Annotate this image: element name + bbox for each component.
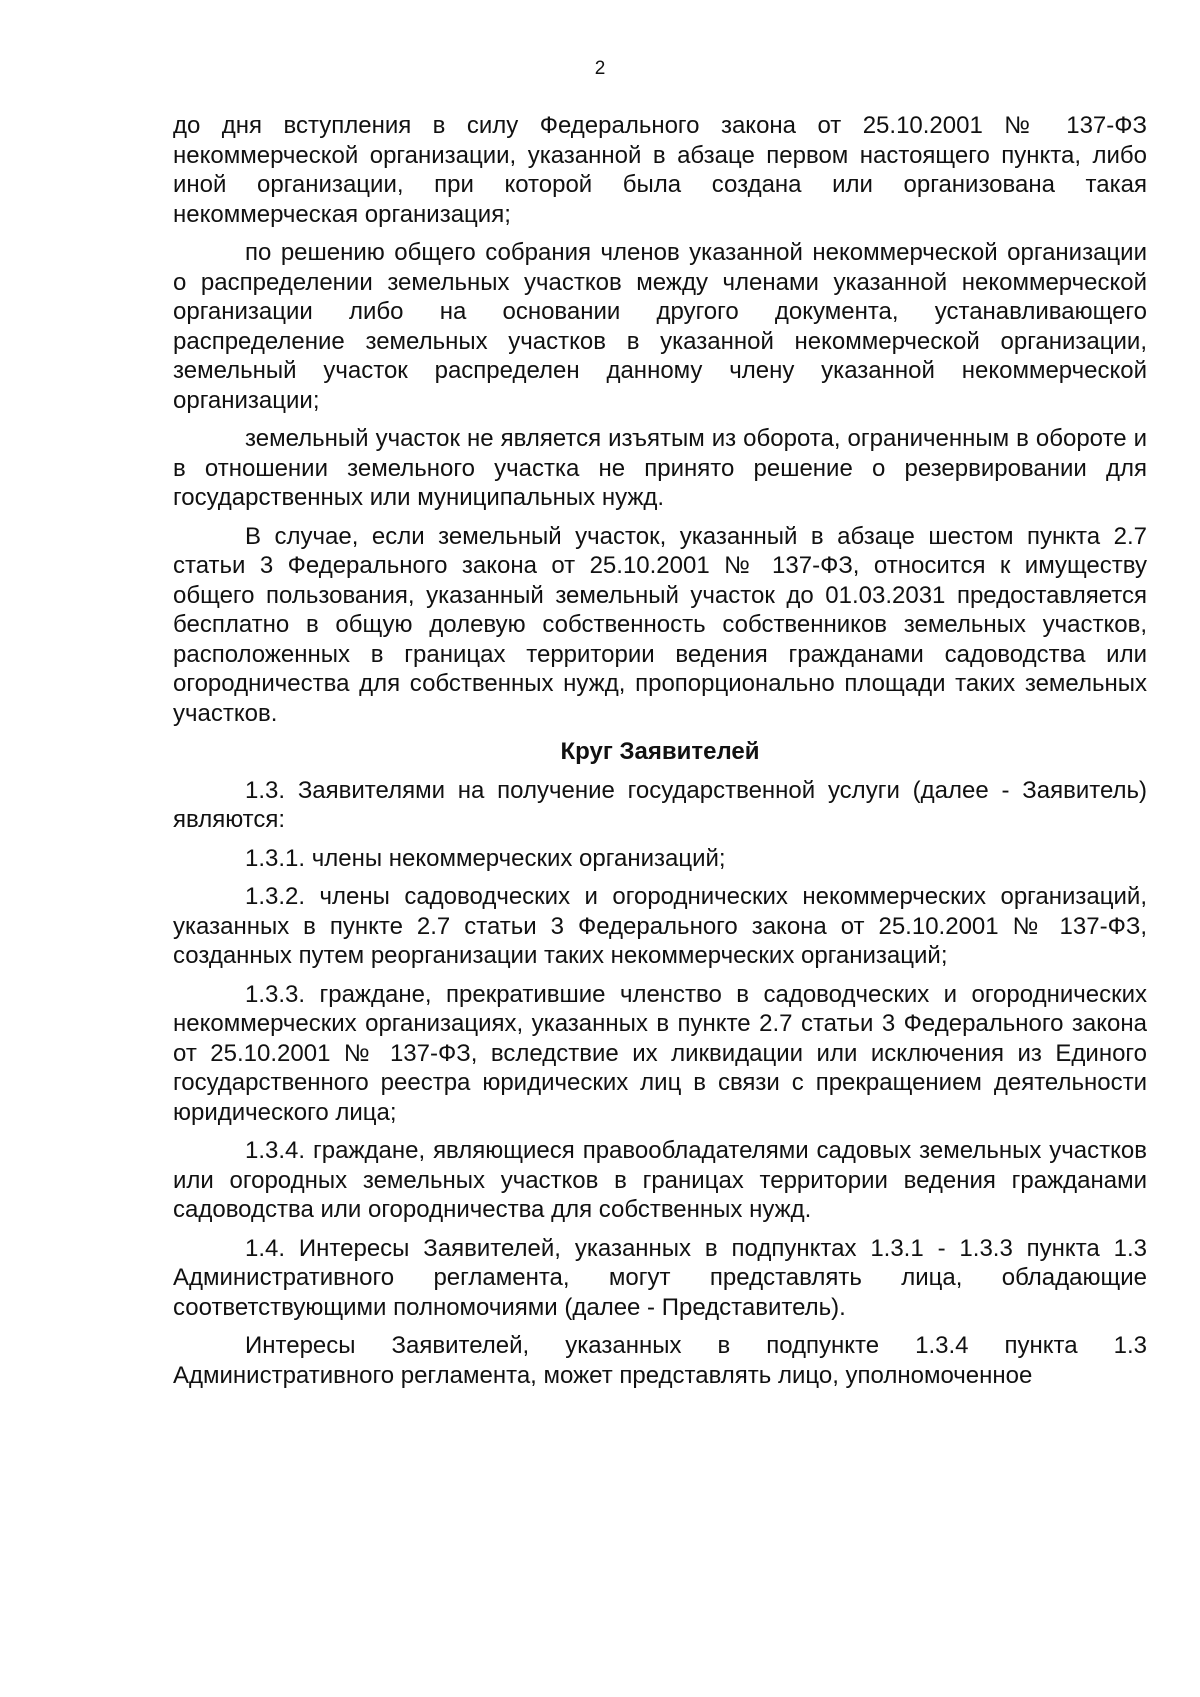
paragraph: до дня вступления в силу Федерального закона от 25.10.2001 № 137-ФЗ некоммерческой организации, указанной в абзаце первом настоящего пункта, либо иной организации, при которой была создана или организована такая некоммерческая организация; <box>173 112 1147 228</box>
paragraph: 1.4. Интересы Заявителей, указанных в подпунктах 1.3.1 - 1.3.3 пункта 1.3 Административного регламента, могут представлять лица, обладающие соответствующими полномочиями (далее - Представитель). <box>173 1234 1147 1321</box>
page-number: 2 <box>594 58 606 79</box>
paragraph: по решению общего собрания членов указанной некоммерческой организации о распределении земельных участков между членами указанной некоммерческой организации либо на основании другого документа, устанавливающего распределение земельных участков в указанной некоммерческой организации, земельный участок распределен данному члену указанной некоммерческой организации; <box>173 239 1147 414</box>
paragraph: Интересы Заявителей, указанных в подпункте 1.3.4 пункта 1.3 Административного регламента, может представлять лицо, уполномоченное <box>173 1332 1147 1389</box>
paragraph: земельный участок не является изъятым из оборота, ограниченным в обороте и в отношении земельного участка не принято решение о резервировании для государственных или муниципальных нужд. <box>173 425 1147 511</box>
document-body <box>173 111 1147 1399</box>
paragraph: 1.3.2. члены садоводческих и огороднических некоммерческих организаций, указанных в пункте 2.7 статьи 3 Федерального закона от 25.10.2001 № 137-ФЗ, созданных путем реорганизации таких некоммерческих организаций; <box>173 883 1147 969</box>
section-heading: Круг Заявителей <box>560 738 760 765</box>
paragraph: В случае, если земельный участок, указанный в абзаце шестом пункта 2.7 статьи 3 Федерального закона от 25.10.2001 № 137-ФЗ, относится к имуществу общего пользования, указанный земельный участок до 01.03.2031 предоставляется бесплатно в общую долевую собственность собственников земельных участков, расположенных в границах территории ведения гражданами садоводства или огородничества для собственных нужд, пропорционально площади таких земельных участков. <box>173 522 1147 727</box>
paragraph: 1.3.1. члены некоммерческих организаций; <box>245 844 726 872</box>
paragraph: 1.3.4. граждане, являющиеся правообладателями садовых земельных участков или огородных земельных участков в границах территории ведения гражданами садоводства или огородничества для собственных нужд. <box>173 1137 1147 1223</box>
paragraph: 1.3. Заявителями на получение государственной услуги (далее - Заявитель) являются: <box>173 776 1147 833</box>
paragraph: 1.3.3. граждане, прекратившие членство в садоводческих и огороднических некоммерческих организациях, указанных в пункте 2.7 статьи 3 Федерального закона от 25.10.2001 № 137-ФЗ, вследствие их ликвидации или исключения из Единого государственного реестра юридических лиц в связи с прекращением деятельности юридического лица; <box>173 980 1147 1126</box>
